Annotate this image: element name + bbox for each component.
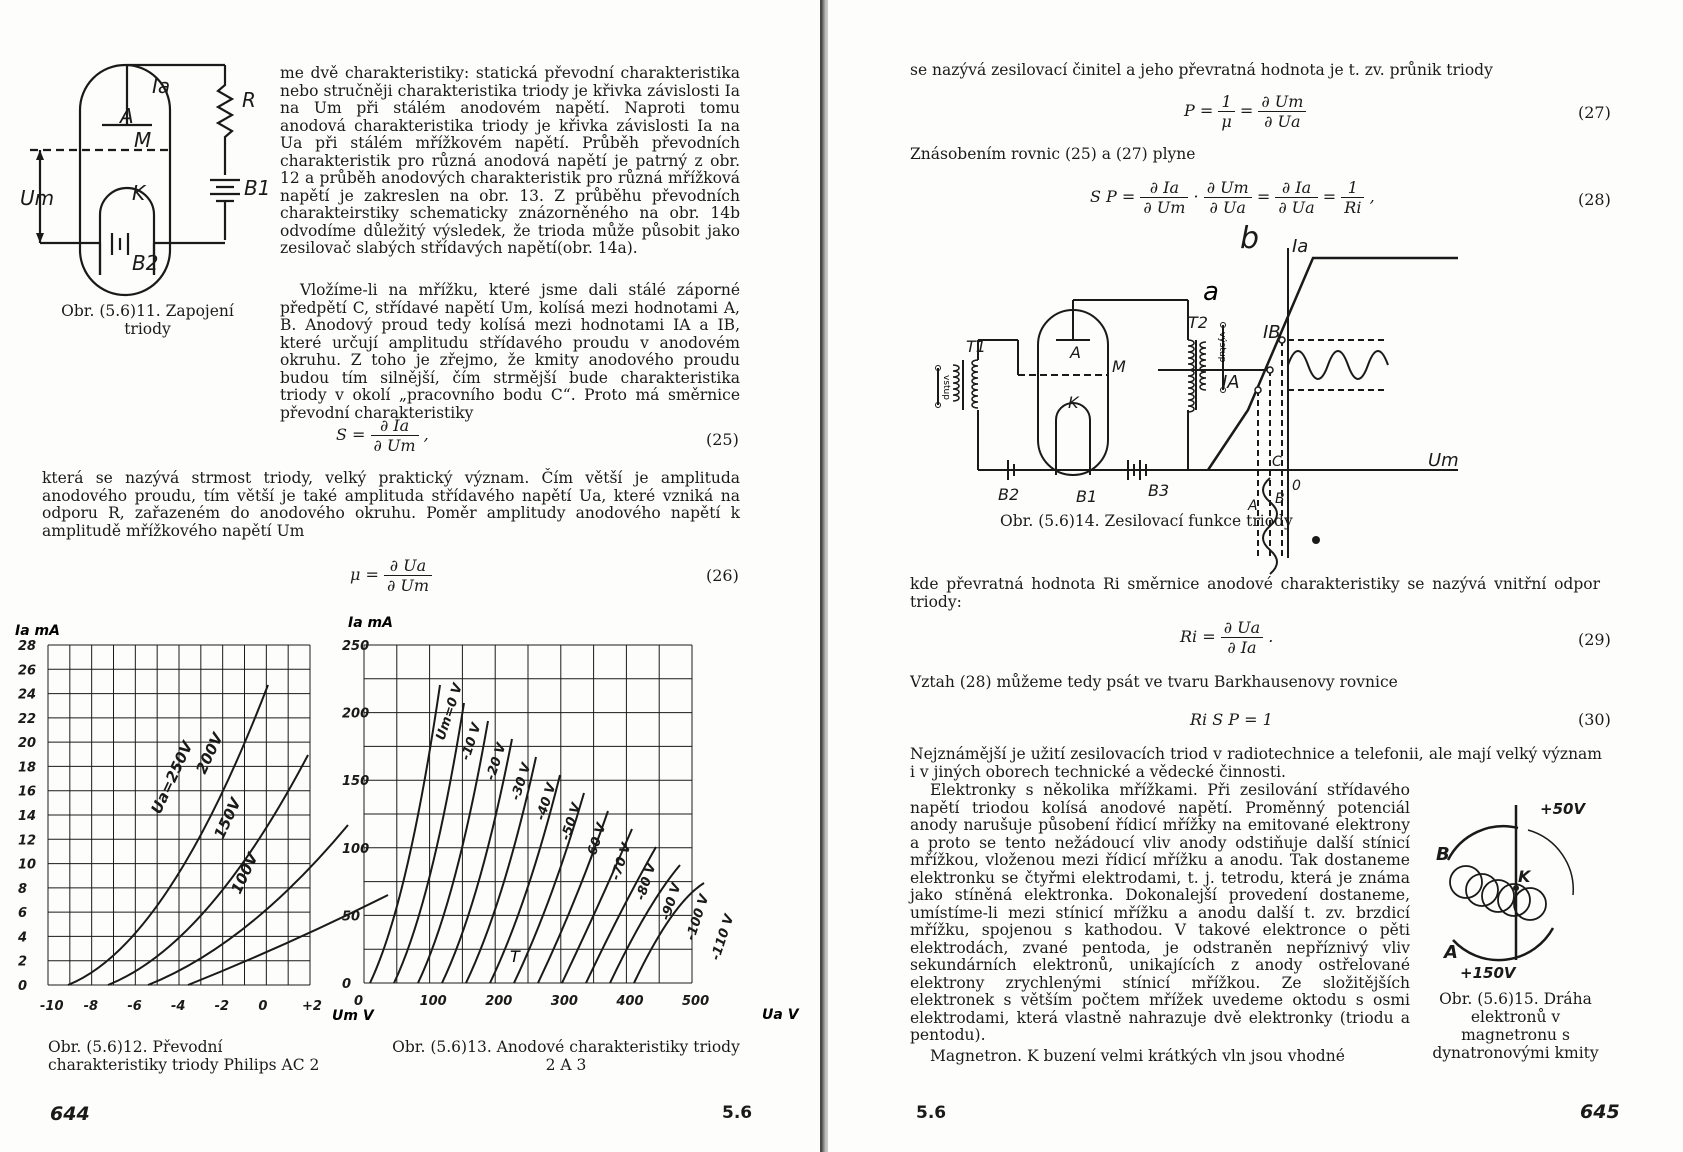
equation-27	[1184, 92, 1306, 131]
fig13-x-tick: 500	[682, 994, 710, 1009]
label-b1: B1	[244, 176, 271, 200]
paragraph-2: Vložíme-li na mřížku, které jsme dali stálé záporné předpětí C, střídavé napětí Um, kolísá mezi hodnotami A, B. Anodový proud tedy kolísá mezi hodnotami IA a IB, které určují amplitudu střídavého proudu v anodovém okruhu. Z toho je zřejmo, že kmity anodového proudu budou tím silnější, čím strmější bude charakteristika triody v okolí „pracovního bodu C“. Proto má směrnice převodní charakteristiky	[280, 281, 740, 422]
fig12-y-tick: 2	[18, 954, 28, 970]
fig13-y-tick: 250	[342, 639, 370, 654]
label-a: A	[1444, 942, 1458, 963]
fig12-y-tick: 24	[18, 687, 37, 703]
fig12-y-tick: 10	[18, 857, 37, 873]
fig13-y-tick: 150	[342, 774, 370, 790]
label-t1: T1	[966, 337, 986, 356]
label-um: Um	[20, 186, 55, 210]
label-r: R	[242, 88, 256, 112]
fig13-y-tick: 200	[342, 706, 370, 722]
eq29-number: (29)	[1578, 630, 1611, 649]
fig12-chart	[10, 615, 374, 1035]
graph-label-um: Um	[1428, 450, 1459, 471]
eq29-lhs: Ri =	[1180, 627, 1216, 646]
fig12-y-label: Ia mA	[15, 623, 60, 639]
fig12-curve-label: Ua=250V	[147, 738, 197, 817]
section-right: 5.6	[916, 1103, 947, 1123]
eq28-f2-den: ∂ Ua	[1209, 198, 1246, 217]
eq25-tail: ,	[423, 425, 429, 444]
fig13-chart	[342, 615, 799, 1035]
fig12-curve-label: 100V	[227, 850, 262, 897]
right-page	[828, 0, 1683, 1152]
fig12-curve-label: 150V	[210, 795, 245, 842]
graph-label-a: A	[1248, 498, 1258, 514]
fig12-y-tick: 0	[18, 979, 28, 994]
fig13-y-ticks	[342, 639, 369, 992]
label-a: A	[1070, 343, 1081, 362]
eq25-lhs: S =	[336, 425, 366, 444]
paragraph-1: me dvě charakteristiky: statická převodní charakteristika nebo stručněji charakteristika triody je křivka závislosti Ia na Um při stálém anodovém napětí. Naproti tomu anodová charakteristika triody je křivka závislosti Ia na Ua při stálém mřížkovém napětí. Průběh převodních charakteristik pro různá anodová napětí je patrný z obr. 12 a průběh anodových charakteristik pro různá mřížková napětí je zakreslen na obr. 13. Z průběhu převodních charakteirstiky schematicky znázorněného na obr. 14b odvodíme důležitý výsledek, že trioda může působit jako zesilovač slabých střídavých napětí(obr. 14a).	[280, 64, 740, 257]
paragraph-elektronky: Elektronky s několika mřížkami. Při zesilování střídavého napětí triodou kolísá anodové napětí. Proměnný potenciál anody narušuje působení řídicí mřížky na emitované elektrony a proto se tento nežádoucí vliv anody odstiňuje další stínicí mřížkou, vloženou mezi řídicí mřížku a anodu. Tak dostaneme elektronku se čtyřmi elektrodami, t. j. tetrodu, která je známa jako stíněná elektronka. Dokonalejší provedení dostaneme, umístíme-li mezi stínicí mřížku a anodu další t. zv. brzdicí mřížku, spojenou s kathodou. V takové elektronce o pěti elektrodách, zvané pentoda, je odstraněn nepříznivý vliv sekundárních elektronů, unikajících z anody ostřelované elektrony zrychlenými stínicí mřížkou. Ze složitějších elektronek s větším počtem mřížek uvedeme oktodu s osmi elektrodami, která vlastně nahrazuje dvě elektronky (triodu a pentodu).	[910, 781, 1410, 1044]
fig12-curve	[108, 755, 308, 985]
fig11-caption: Obr. (5.6)11. Zapojení triody	[61, 302, 234, 338]
page-number-left: 644	[50, 1103, 90, 1125]
fig13-caption: Obr. (5.6)13. Anodové charakteristiky triody 2 A 3	[392, 1038, 740, 1074]
fig13-curve-label: -100 V	[683, 892, 713, 943]
eq28-f2-num: ∂ Um	[1204, 178, 1252, 198]
eq28-f1-den: ∂ Um	[1143, 198, 1186, 217]
label-ia: Ia	[152, 74, 171, 98]
eq29-fraction	[1221, 618, 1263, 657]
equation-29	[1180, 618, 1273, 657]
fig13-x-tick: 300	[550, 994, 578, 1009]
fig13-x-tick: 0	[354, 994, 364, 1009]
fig12-y-tick: 12	[18, 833, 37, 849]
fig12-x-tick: 0	[258, 999, 268, 1014]
label-m: M	[134, 128, 152, 152]
fig12-y-tick: 16	[18, 784, 37, 800]
eq28-frac3	[1275, 178, 1317, 217]
label-m: M	[1112, 357, 1126, 376]
fig13-curve-label: -20 V	[483, 741, 510, 783]
eq29-num: ∂ Ua	[1221, 618, 1263, 638]
fig12-y-tick: 8	[18, 881, 28, 897]
fig13-y-tick: 100	[342, 841, 370, 857]
eq28-dot: ·	[1193, 187, 1199, 206]
eq26-number: (26)	[706, 566, 739, 585]
graph-label-zero: 0	[1292, 478, 1301, 494]
paragraph-29: kde převratná hodnota Ri směrnice anodové charakteristiky se nazývá vnitřní odpor triody:	[910, 575, 1600, 611]
graph-label-ia: Ia	[1292, 236, 1309, 257]
page-number-right: 645	[1580, 1101, 1620, 1123]
eq27-mid: =	[1239, 101, 1254, 120]
fig13-y-tick: 0	[342, 977, 352, 992]
fig12-x-label: Um V	[332, 1008, 374, 1024]
fig13-curve-label: -80 V	[633, 861, 660, 903]
label-k: K	[1068, 393, 1079, 412]
eq25-number: (25)	[706, 430, 739, 449]
label-a: A	[120, 104, 134, 128]
eq28-f4-den: Ri	[1344, 198, 1362, 217]
eq29-den: ∂ Ia	[1227, 638, 1257, 657]
eq28-lhs: S P =	[1090, 187, 1136, 206]
eq28-tail: ,	[1369, 187, 1375, 206]
eq26-den: ∂ Um	[386, 576, 429, 595]
fig12-y-tick: 20	[18, 736, 37, 752]
fig12-x-tick: -4	[171, 999, 186, 1014]
eq26-num: ∂ Ua	[384, 556, 432, 576]
label-vstup: vstup	[941, 375, 951, 400]
fig12-y-tick: 6	[18, 906, 28, 922]
fig14-caption: Obr. (5.6)14. Zesilovací funkce triody	[1000, 512, 1293, 530]
fig13-point-label: T	[510, 947, 520, 966]
fig12-y-tick: 18	[18, 760, 37, 776]
label-b2: B2	[132, 251, 159, 275]
label-t2: T2	[1188, 313, 1208, 332]
section-left: 5.6	[722, 1103, 753, 1123]
fig12-x-ticks	[40, 999, 322, 1014]
eq25-fraction	[371, 416, 419, 455]
fig13-x-label: Ua V	[762, 1007, 799, 1023]
eq28-f3-den: ∂ Ua	[1278, 198, 1315, 217]
fig14-label-a: a	[1203, 277, 1219, 307]
arrow-down-icon	[36, 233, 44, 243]
paragraph-main: Nejznámější je užití zesilovacích triod v radiotechnice a telefonii, ale mají velký význam i v jiných oborech technické a vědecké činnosti.	[910, 745, 1602, 781]
line-30: Vztah (28) můžeme tedy psát ve tvaru Barkhausenovy rovnice	[910, 673, 1398, 691]
eq27-number: (27)	[1578, 103, 1611, 122]
label-k: K	[132, 181, 146, 205]
fig13-y-tick: 50	[342, 909, 361, 925]
fig13-curve-label: Um=0 V	[433, 681, 466, 743]
fig12-x-tick: -10	[40, 999, 64, 1014]
eq28-eq2: =	[1322, 187, 1337, 206]
label-b3: B3	[1148, 481, 1170, 500]
eq27-lhs: P =	[1184, 101, 1214, 120]
eq27-f2-num: ∂ Um	[1258, 92, 1306, 112]
left-page	[0, 0, 820, 1152]
fig13-x-tick: 400	[616, 994, 644, 1009]
fig12-y-tick: 26	[18, 663, 37, 679]
label-b1: B1	[1076, 487, 1098, 506]
eq29-tail: .	[1268, 627, 1274, 646]
fig13-curve-label: -90 V	[658, 881, 685, 923]
graph-label-iaa: IA	[1222, 372, 1240, 393]
eq28-eq1: =	[1256, 187, 1271, 206]
fig12-curve-label: 200V	[192, 730, 227, 777]
equation-26	[350, 556, 432, 595]
eq27-f2-den: ∂ Ua	[1264, 112, 1301, 131]
fig13-curve-label: -10 V	[458, 721, 485, 763]
eq25-den: ∂ Um	[373, 436, 416, 455]
graph-label-ib: IB	[1263, 322, 1281, 343]
fig13-x-tick: 200	[485, 994, 513, 1009]
fig13-curve-label: -70 V	[608, 841, 635, 883]
eq27-frac1	[1218, 92, 1234, 131]
fig13-curve-label: -40 V	[533, 781, 560, 823]
label-b2: B2	[998, 485, 1020, 504]
fig14-label-b: b	[1240, 221, 1260, 256]
fig12-x-tick: -6	[127, 999, 142, 1014]
fig12-y-tick: 14	[18, 809, 37, 824]
fig12-curve-labels	[147, 729, 262, 897]
fig12-x-tick: -8	[83, 999, 99, 1014]
fig12-y-tick: 4	[18, 930, 28, 946]
fig12-x-tick: -2	[214, 999, 230, 1014]
label-k: K	[1518, 867, 1531, 886]
fig13-curve-label: -50 V	[558, 801, 585, 843]
label-plus150: +150V	[1460, 964, 1516, 982]
eq28-number: (28)	[1578, 190, 1611, 209]
fig13-curves	[370, 685, 704, 983]
eq28-frac4	[1341, 178, 1364, 217]
eq28-f1-num: ∂ Ia	[1140, 178, 1188, 198]
graph-label-b: B	[1275, 491, 1285, 507]
eq28-f4-num: 1	[1341, 178, 1364, 198]
fig12-caption: Obr. (5.6)12. Převodní charakteristiky triody Philips AC 2	[48, 1038, 320, 1074]
eq28-f3-num: ∂ Ia	[1275, 178, 1317, 198]
fig13-curve-label: -110 V	[708, 912, 738, 963]
paragraph-3: která se nazývá strmost triody, velký praktický význam. Čím větší je amplituda anodového proudu, tím větší je také amplituda střídavého napětí Ua, které vzniká na odporu R, zařazeném do anodového okruhu. Poměr amplitudy anodového napětí k amplitudě mřížkového napětí Um	[42, 469, 740, 540]
fig15-diagram	[1408, 800, 1608, 980]
arrow-up-icon	[36, 150, 44, 160]
eq27-frac2	[1258, 92, 1306, 131]
fig12-grid	[48, 645, 310, 985]
fig13-x-ticks	[354, 994, 709, 1009]
graph-label-c: C	[1272, 454, 1282, 470]
fig13-y-label: Ia mA	[348, 615, 393, 631]
eq26-fraction	[384, 556, 432, 595]
eq27-f1-den: μ	[1221, 112, 1232, 131]
equation-30: Ri S P = 1	[1190, 710, 1273, 729]
label-b: B	[1436, 844, 1450, 865]
eq25-num: ∂ Ia	[371, 416, 419, 436]
eq28-frac1	[1140, 178, 1188, 217]
fig12-curve	[68, 685, 268, 985]
fig15-caption: Obr. (5.6)15. Dráha elektronů v magnetronu s dynatronovými kmity	[1432, 990, 1599, 1062]
equation-25	[336, 416, 429, 455]
equation-28	[1090, 178, 1375, 217]
fig13-x-tick: 100	[419, 994, 447, 1009]
fig13-curve	[394, 703, 464, 983]
eq27-f1-num: 1	[1218, 92, 1234, 112]
fig12-y-ticks	[17, 639, 36, 994]
label-plus50: +50V	[1540, 800, 1586, 818]
eq26-lhs: μ =	[350, 565, 379, 584]
fig13-curve-label: -30 V	[508, 761, 535, 803]
fig12-y-tick: 28	[18, 639, 37, 654]
eq28-frac2	[1204, 178, 1252, 217]
eq30-number: (30)	[1578, 710, 1611, 729]
intro-line: se nazývá zesilovací činitel a jeho převratná hodnota je t. zv. průnik triody	[910, 61, 1493, 79]
label-vystup: výstup	[1217, 332, 1227, 363]
line-28: Znásobením rovnic (25) a (27) plyne	[910, 145, 1196, 163]
paragraph-magnetron: Magnetron. K buzení velmi krátkých vln jsou vhodné	[930, 1047, 1345, 1065]
fig11-circuit	[20, 55, 270, 295]
fig12-x-tick: +2	[302, 999, 322, 1014]
fig12-y-tick: 22	[18, 711, 37, 727]
fig13-curve-label: -60 V	[583, 821, 610, 863]
